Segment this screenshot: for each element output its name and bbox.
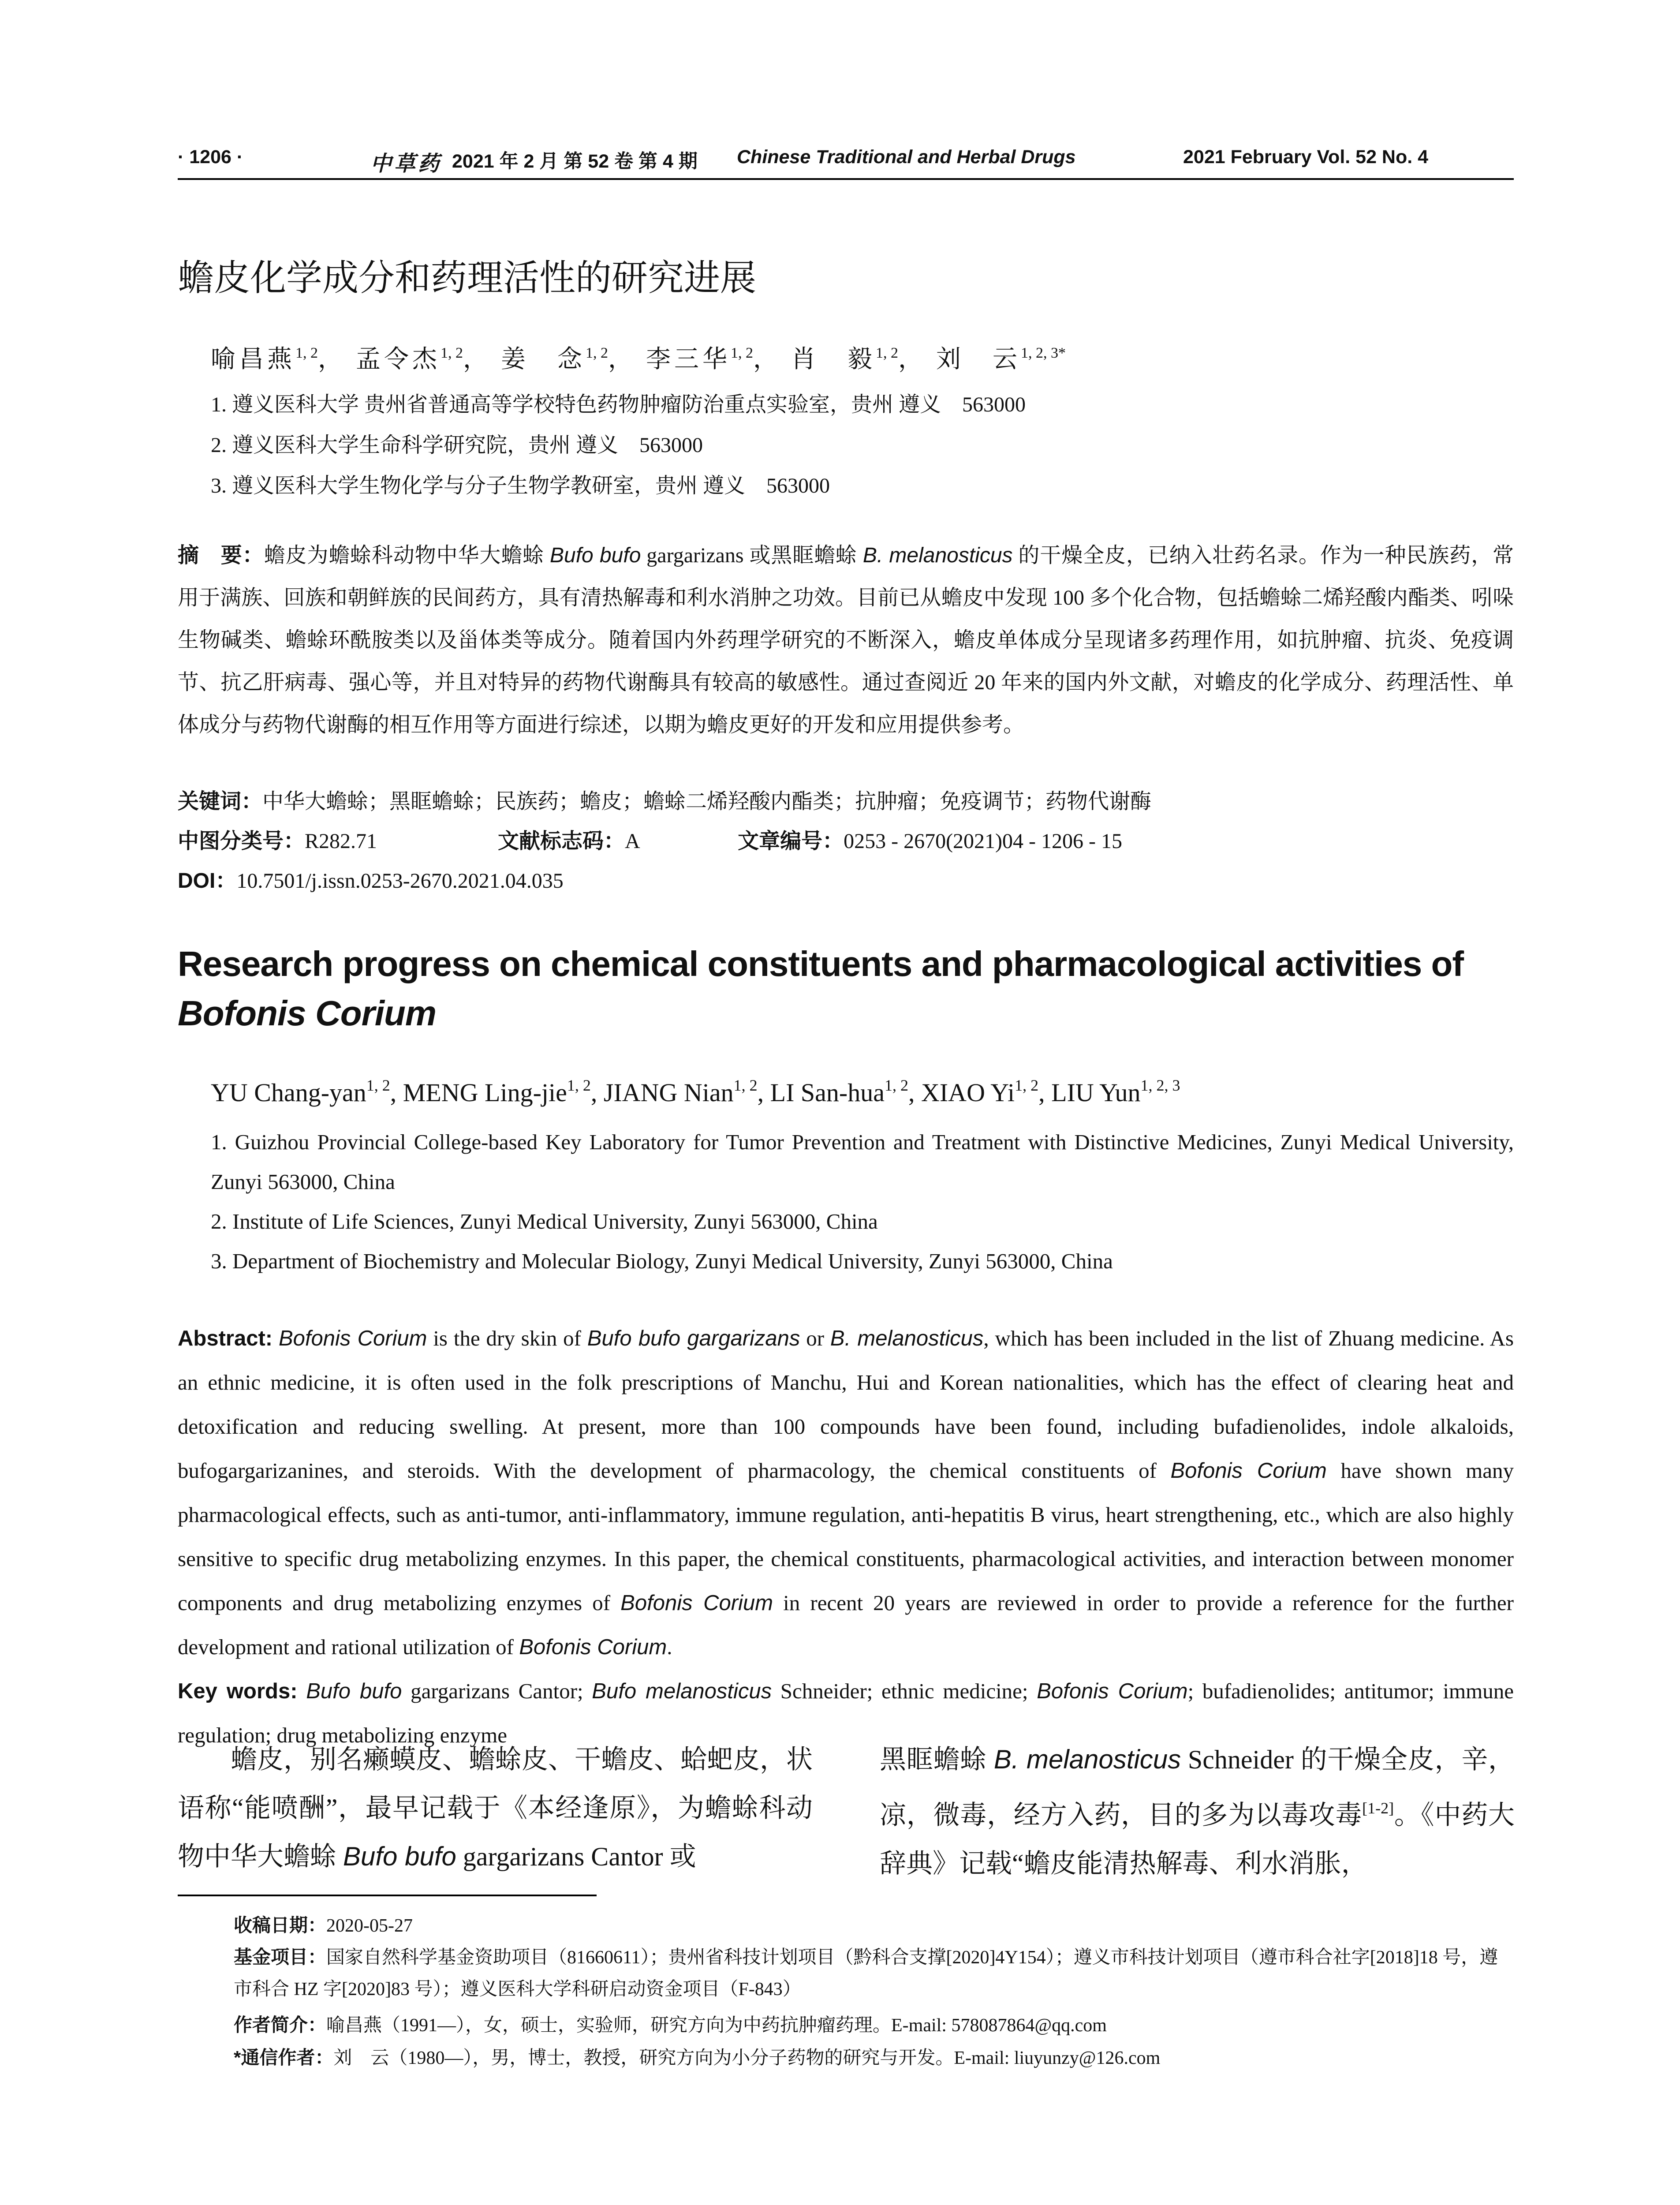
author-name: 喻昌燕: [211, 346, 295, 373]
affiliation-en: 3. Department of Biochemistry and Molecular Biology, Zunyi Medical University, Zunyi 563000, China: [211, 1249, 1113, 1273]
article-title-cn: 蟾皮化学成分和药理活性的研究进展: [178, 258, 757, 298]
clc-value: R282.71: [305, 830, 377, 853]
body-column-left: [178, 1735, 813, 1881]
footnote-text: 喻昌燕（1991—），女，硕士，实验师，研究方向为中药抗肿瘤药理。E-mail: 578087864@qq.com: [326, 2015, 1107, 2036]
footnote-divider: [178, 1895, 597, 1896]
abstract-text: gargarizans 或黑眶蟾蜍: [641, 544, 863, 567]
issue-info-en: 2021 February Vol. 52 No. 4: [1183, 146, 1429, 168]
author-name: LI San-hua: [770, 1078, 885, 1107]
species-name: Bufo bufo gargarizans: [587, 1327, 800, 1350]
affiliation-cn: 3. 遵义医科大学生物化学与分子生物学教研室，贵州 遵义 563000: [211, 474, 830, 497]
footnote-corresponding: [234, 2042, 1160, 2074]
affiliation-cn: 2. 遵义医科大学生命科学研究院，贵州 遵义 563000: [211, 434, 703, 457]
abstract-en: [178, 1316, 1514, 1757]
author-name: XIAO Yi: [921, 1078, 1015, 1107]
abstract-text: is the dry skin of: [427, 1326, 587, 1350]
species-name: Bufo bufo: [550, 544, 641, 567]
footnote-label: 收稿日期：: [234, 1915, 327, 1936]
author-list-cn: 喻昌燕$^{1, 2}$， 孟令杰$^{1, 2}$， 姜 念$^{1, 2}$， 李三华$^{1, 2}$， 肖 毅$^{1, 2}$， 刘 云$^{1, 2, 3*}$: [211, 345, 1066, 373]
author-affiliation-mark: 1, 2: [1015, 1076, 1039, 1094]
doc-code-label: 文献标志码：: [498, 830, 625, 853]
footnote-text: 刘 云（1980—），男，博士，教授，研究方向为小分子药物的研究与开发。E-mail: liuyunzy@126.com: [333, 2048, 1161, 2068]
abstract-text: 蟾皮为蟾蜍科动物中华大蟾蜍: [264, 544, 550, 567]
classification-line: [178, 824, 1122, 854]
footnote-label: *通信作者：: [234, 2047, 334, 2068]
abstract-text: , which has been included in the list of Zhuang medicine. As an ethnic medicine, it is often used in the folk prescriptions of Manchu, Hui and Korean nationalities, which has the effect of clearing heat and detoxification and reducing swelling. At present, more than 100 compounds have been found, including bufadienolides, indole alkaloids, bufogargarizanines, and steroids. With the development of pharmacology, the chemical constituents of: [178, 1326, 1514, 1483]
author-affiliation-mark: 1, 2: [884, 1076, 908, 1094]
abstract-cn: [178, 534, 1514, 746]
keywords-cn: [178, 784, 1151, 815]
author-affiliation-mark: 1, 2: [731, 345, 753, 361]
journal-name-en: Chinese Traditional and Herbal Drugs: [737, 146, 1076, 168]
header-divider: [178, 178, 1514, 180]
author-name: 刘 云: [936, 346, 1021, 373]
affiliation-en: 1. Guizhou Provincial College-based Key Laboratory for Tumor Prevention and Treatment with Distinctive Medicines, Zunyi Medical University, Zunyi 563000, China: [211, 1130, 1514, 1194]
author-name: JIANG Nian: [603, 1078, 734, 1107]
body-text: gargarizans Cantor 或: [456, 1842, 696, 1871]
species-name: Bufo melanosticus: [592, 1679, 772, 1703]
affiliation-en: 2. Institute of Life Sciences, Zunyi Medical University, Zunyi 563000, China: [211, 1209, 878, 1233]
species-name: Bofonis Corium: [1037, 1679, 1188, 1703]
species-name: Bufo bufo: [306, 1679, 402, 1703]
author-name: MENG Ling-jie: [403, 1078, 567, 1107]
body-text: Schneider 的干燥全皮，辛，凉，微毒，经方入药，目的多为以毒攻毒: [880, 1745, 1515, 1830]
clc-label: 中图分类号：: [178, 830, 305, 853]
keywords-text: gargarizans Cantor;: [402, 1679, 592, 1703]
abstract-text: have shown many pharmacological effects, such as anti-tumor, anti-inflammatory, immune regulation, anti-hepatitis B virus, heart strengthening, etc., which are also highly sensitive to specific drug metabolizing enzymes. In this paper, the chemical constituents, pharmacological activities, and interaction between monomer components and drug metabolizing enzymes of: [178, 1458, 1514, 1615]
citation-link[interactable]: [1-2]: [1362, 1799, 1394, 1817]
species-name: Bofonis Corium: [1170, 1459, 1327, 1483]
abstract-text: .: [667, 1635, 672, 1659]
body-text: 黑眶蟾蜍: [880, 1745, 994, 1774]
title-line: Research progress on chemical constituents and pharmacological activities of: [178, 944, 1464, 983]
author-affiliation-mark: 1, 2: [366, 1076, 390, 1094]
species-name: B. melanosticus: [830, 1327, 984, 1350]
author-name: LIU Yun: [1051, 1078, 1141, 1107]
abstract-label-en: Abstract:: [178, 1327, 273, 1350]
doc-code-value: A: [625, 830, 639, 853]
footnote-label: 作者简介：: [234, 2014, 327, 2035]
article-no-label: 文章编号：: [738, 830, 844, 853]
species-name: Bofonis Corium: [519, 1635, 667, 1659]
issue-info-cn: 2021 年 2 月 第 52 卷 第 4 期: [452, 151, 698, 172]
article-no-value: 0253 - 2670(2021)04 - 1206 - 15: [844, 830, 1122, 853]
page-number: · 1206 ·: [178, 146, 243, 168]
footnote-text: 2020-05-27: [326, 1916, 413, 1936]
keywords-label-cn: 关键词：: [178, 790, 263, 813]
author-list-en: YU Chang-yan$^{1, 2}$, MENG Ling-jie$^{1, 2}$, JIANG Nian$^{1, 2}$, LI San-hua$^{1, 2}$, XIAO Yi$^{1, 2}$, LIU Yun$^{1, 2, 3}$: [211, 1076, 1180, 1107]
doi-line: [178, 863, 564, 894]
journal-name-cn: 中草药: [370, 151, 442, 176]
affiliation-cn: 1. 遵义医科大学 贵州省普通高等学校特色药物肿瘤防治重点实验室，贵州 遵义 563000: [211, 393, 1026, 416]
author-name: YU Chang-yan: [211, 1078, 366, 1107]
body-text: 蟾皮，别名癞蟆皮、蟾蜍皮、干蟾皮、蛤蚆皮，状语称“能喷酬”，最早记载于《本经逢原》，为蟾蜍科动物中华大蟾蜍: [178, 1745, 813, 1871]
abstract-text: in recent 20 years are reviewed in order to provide a reference for the further development and rational utilization of: [178, 1591, 1514, 1659]
species-name: Bofonis Corium: [620, 1591, 773, 1615]
species-name: Bofonis Corium: [278, 1327, 427, 1350]
footnote-received: [234, 1910, 413, 1942]
species-name: B. melanosticus: [993, 1745, 1181, 1774]
keywords-text: ; bufadienolides; antitumor; immune regulation; drug metabolizing enzyme: [178, 1679, 1514, 1747]
keywords-text: 中华大蟾蜍；黑眶蟾蜍；民族药；蟾皮；蟾蜍二烯羟酸内酯类；抗肿瘤；免疫调节；药物代谢酶: [262, 790, 1152, 813]
footnote-author-bio: [234, 2009, 1107, 2041]
title-line: Bofonis Corium: [178, 994, 436, 1033]
keywords-label-en: Key words:: [178, 1679, 298, 1703]
body-column-right: [880, 1735, 1515, 1888]
body-text: 。《中药大辞典》记载“蟾皮能清热解毒、利水消胀，: [880, 1801, 1515, 1878]
abstract-text: or: [800, 1326, 830, 1350]
author-affiliation-mark: 1, 2: [295, 345, 318, 361]
footnote-text: 国家自然科学基金资助项目（81660611）；贵州省科技计划项目（黔科合支撑[2020]4Y154）；遵义市科技计划项目（遵市科合社字[2018]18 号，遵市科合 HZ 字[2020]83 号）；遵义医科大学科研启动资金项目（F-843）: [234, 1947, 1498, 1999]
abstract-label-cn: 摘 要：: [178, 544, 264, 567]
author-affiliation-mark: 1, 2, 3: [1140, 1076, 1180, 1094]
author-name: 孟令杰: [356, 346, 441, 373]
species-name: B. melanosticus: [862, 544, 1013, 567]
author-affiliation-mark: 1, 2: [441, 345, 463, 361]
keywords-text: Schneider; ethnic medicine;: [772, 1679, 1037, 1703]
footnote-label: 基金项目：: [234, 1947, 327, 1967]
species-name: Bufo bufo: [343, 1842, 456, 1871]
author-affiliation-mark: 1, 2: [586, 345, 608, 361]
author-name: 李三华: [646, 346, 731, 373]
author-affiliation-mark: 1, 2, 3*: [1021, 345, 1066, 361]
article-title-en: [178, 939, 1514, 1038]
author-affiliation-mark: 1, 2: [733, 1076, 758, 1094]
doi-label: DOI：: [178, 869, 237, 893]
author-name: 姜 念: [501, 346, 586, 373]
doi-link[interactable]: 10.7501/j.issn.0253-2670.2021.04.035: [236, 869, 564, 893]
author-name: 肖 毅: [791, 346, 876, 373]
author-affiliation-mark: 1, 2: [567, 1076, 591, 1094]
author-affiliation-mark: 1, 2: [876, 345, 898, 361]
abstract-text: 的干燥全皮，已纳入壮药名录。作为一种民族药，常用于满族、回族和朝鲜族的民间药方，具有清热解毒和利水消肿之功效。目前已从蟾皮中发现 100 多个化合物，包括蟾蜍二烯羟酸内酯类、吲哚生物碱类、蟾蜍环酰胺类以及甾体类等成分。随着国内外药理学研究的不断深入，蟾皮单体成分呈现诸多药理作用，如抗肿瘤、抗炎、免疫调节、抗乙肝病毒、强心等，并且对特异的药物代谢酶具有较高的敏感性。通过查阅近 20 年来的国内外文献，对蟾皮的化学成分、药理活性、单体成分与药物代谢酶的相互作用等方面进行综述，以期为蟾皮更好的开发和应用提供参考。: [178, 544, 1514, 736]
running-header: [178, 146, 1514, 177]
footnote-funding: [234, 1941, 1512, 2005]
